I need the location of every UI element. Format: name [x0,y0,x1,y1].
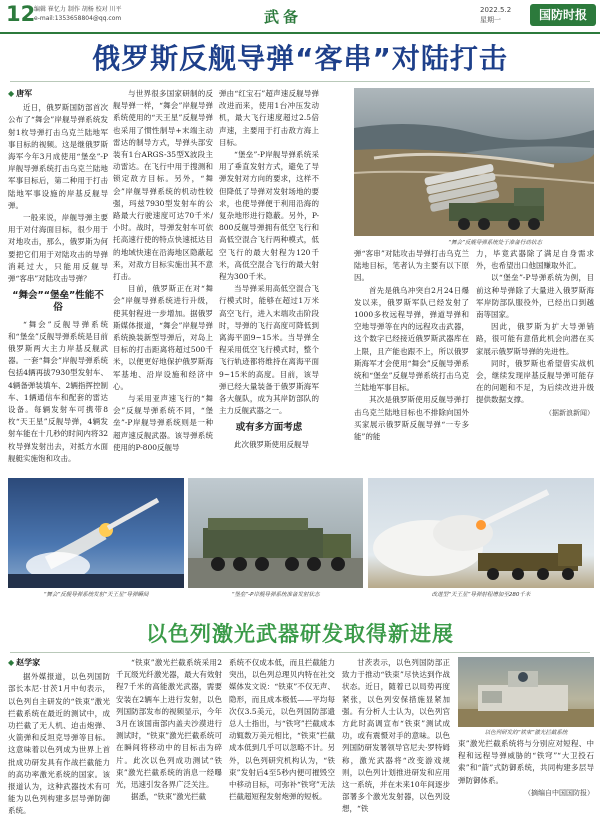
paragraph: 据悉，“铁束”激光拦截 [131,792,207,802]
article2-column-1 [8,657,110,822]
paragraph: “铁束”激光拦截系统采用2千瓦级光纤激光器，最大有效射程7千米的高能激光武器，需要安装在2辆车上进行发射，以色列国防部发布的视频显示，今年3月在该国南部内盖夫沙漠进行测试时，“铁束”激光拦截系统可在瞬间将移动中的目标击为碎片。此次以色列成功测试“铁束”激光拦截系统的消息一经曝光，迅速引发各界广泛关注。 [116,658,222,790]
paragraph: 据外媒报道，以色列国防部长本尼·甘茨1月中旬表示，以色列自主研发的“铁束”激光拦截系统在最近的测试中，成功拦截了无人机、迫击炮弹、火箭弹和反坦克导弹等目标。这意味着以色列成为世界上首批成功研发具有作战拦截能力的高功率激光系统的国家。该报道认为，这种武器技术有可能为以色列构建多层导弹防御系统。 [8,672,110,816]
missile-smoke-illustration [368,478,594,588]
missile-launcher-illustration [354,88,594,236]
article1-column-4 [354,248,469,473]
newspaper-logo: 国防时报 [530,4,596,26]
paragraph: 此次俄罗斯使用反舰导 [234,439,309,449]
photo-improved-missile [368,478,594,588]
subheading: 或有多方面考虑 [235,422,303,434]
weekday: 星期一 [480,16,501,24]
paragraph: 以“堡垒”-P导弹系统为例，目前这种导弹除了大量进入俄罗斯海军岸防部队服役外，已经出口到越南等国家。 [476,273,594,320]
paragraph: 因此，俄罗斯为扩大导弹销路，很可能有意借此机会向潜在买家展示俄罗斯导弹的先进性。 [476,322,594,356]
article2-byline: ◆ 赵学家 [8,658,41,667]
photo-missile-launch [8,478,184,588]
page-number: 12 [6,2,36,26]
paragraph: 与采用亚声速飞行的“舞会”反舰导弹系统不同，“堡垒”-P岸舰导弹系统则是一种超声速反舰武器。该导弹系统使用的P-800反舰导 [113,394,213,452]
paragraph: 近日，俄罗斯国防部首次公布了“舞会”岸舰导弹系统发射1枚导弹打击乌克兰陆地军事目标的视频。这是继俄罗斯海军今年3月成使用“堡垒”-P岸舰导弹系统打击乌克兰陆地军事目标后，第二种用于打击陆地军事设施的岸基反舰导弹。 [8,103,108,210]
photo2-caption: “舞会”反舰导弹系统发射“天王星”导弹瞬间 [43,592,149,598]
paragraph: 同时，俄罗斯也希望借实战机会，继续发现岸基反舰导弹可能存在的问题和不足，为后续改进升级提供数据支撑。 [476,358,594,405]
article2-photo-caption: 以色列研发的“铁束”激光拦截系统 [484,730,568,736]
date: 2022.5.2 [480,6,512,14]
paragraph: 与世界很多国家研制的反舰导弹一样，“舞会”岸舰导弹系统使用的“天王星”反舰导弹也采用了惯性制导+末端主动雷达的制导方式，导弹头部安装有1台ARGS-35型X波段主动雷达。在飞行中用于搜测和锁定敌方目标。另外，“舞会”岸舰导弹系统的机动性较强，玛兹7930型发射车的公路最大行驶速度可达70千米/小时。战时，导弹发射车可依托高速行使的特点快速抵达目的地域快速在沿海地区隐蔽起来，对敌方目标实施出其不意打击。 [113,89,213,282]
article1-column-2 [113,88,213,473]
photo-iron-beam [458,657,594,727]
article2-column-4 [342,657,450,822]
article1-column-3 [219,88,319,473]
article2-source: （摘编自中国国防报） [524,788,594,797]
photo3-caption: “堡垒”-P岸舰导弹系统准备发射状态 [231,592,320,598]
article2-column-3 [229,657,335,822]
subheading: “舞会”“堡垒”性能不俗 [12,290,104,314]
paragraph: 束”激光拦截系统将与分别应对短程、中程和远程导弹威胁的“铁穹”“大卫投石索”和“箭”式防御系统，共同构建多层导弹防御体系。 [458,739,594,785]
paragraph: 目前，俄罗斯正在对“舞会”岸舰导弹系统进行升级，使其射程进一步增加。据俄罗斯媒体报道，“舞会”岸舰导弹系统换装新型导弹后，对岛上目标的打击距离将超过500千米，以便更好地保护俄罗斯海军基地、沿岸设施和经济中心。 [113,284,213,391]
header-credits [34,5,122,23]
paragraph: 甘茨表示，以色列国防部正致力于推动“铁束”尽快达到作战状态。近日，随着已以局势再度紧张，以色列安保措施显紧加强。有分析人士认为，以色列官方此时高调宣布“铁束”测试成功，或有震慑对手的意味。以色列国防研发署领导官尼夫·罗特姆称，激光武器将“改变游戏规则，以色列计划推进研发和应用这一系统，并在未来10年间逐步部署多个激光发射器，以色列设想，“铁 [342,658,450,814]
paragraph: “舞会”反舰导弹系统和“堡垒”反舰导弹系统是目前俄罗斯两大主力岸基反舰武器。一套“舞会”岸舰导弹系统包括4辆再拔7930型发射车、4辆备弹装填车、2辆指挥控制车、1辆通信车和配套的雷达设备。每辆发射车可携带8枚“天王星”反舰导弹，4辆发射车能在十几秒的时间内将32枚导弹发射出去，对抵方水面舰艇实施饱和攻击。 [8,319,108,463]
section-title: 武备 [264,8,303,26]
issue-date [480,5,511,25]
launcher-truck-illustration [188,478,363,588]
paragraph: 首先是俄乌冲突自2月24日爆发以来，俄罗斯军队已经发射了1000多枚远程导弹，弹道导弹和空地导弹等在内的远程攻击武器，这个数字已经接近俄罗斯武器库在上限，且产能也跟不上，所以俄罗斯海军才会使用“舞会”反舰导弹系统和“堡垒”反舰导弹系统打击乌克兰陆地军事目标。 [354,285,469,393]
paragraph: 弹“客串”对陆攻击导弹打击乌克兰陆地目标，笔者认为主要有以下原因。 [354,249,469,283]
article1-column-1 [8,88,108,473]
photo4-caption: 改进型“天王星”导弹射程增加至280千米 [431,592,531,598]
divider [10,81,590,82]
divider [10,652,590,653]
laser-system-illustration [458,657,594,727]
article2-column-5 [458,738,594,824]
paragraph: “堡垒”-P岸舰导弹系统采用了垂直发射方式，避免了导弹发射对方向的要求，这样不但降低了导弹对发射场地的要求，也使导弹便于利用沿海的复杂地形进行隐蔽。另外，P-800反舰导弹拥有低空飞行和高低空混合飞行两种模式，低空飞行的最大射程为120千米，高低空混合飞行的最大射程为300千米。 [219,150,319,282]
article1-column-5 [476,248,594,473]
missile-launch-illustration [8,478,184,588]
photo1-caption: “舞会”反舰导弹系统处于准备行动状态 [448,240,542,246]
paragraph: 弹由“红宝石”超声速反舰导弹改进而来，使用1台冲压发动机，最大飞行速度超过2.5倍声速，主要用于打击敌方海上目标。 [219,89,319,147]
page-header [0,0,600,34]
email-line: e-mail:1353658804@qq.com [34,15,122,22]
article2-column-2 [116,657,222,822]
article1-source: （据新浪新闻） [545,408,594,417]
photo-launcher-coast [354,88,594,236]
article1-headline: 俄罗斯反舰导弹“客串”对陆打击 [92,42,508,75]
article1-byline: ◆ 唐军 [8,89,33,98]
editor-line: 编辑 崔忆力 制作 胡杨 校对 川平 [34,6,122,13]
paragraph: 系统不仅成本低，而且拦截能力突出，以色列总理贝内特在社交媒体发文说：“铁束”不仅无声、隐形，而且成本极低——平均每次仅3.5美元，以色列国防部遗总人士指出，与“铁穹”拦截成本动辄数万美元相比，“铁束”拦截成本低到几乎可以忽略不计。另外，以色列研究机构认为，“铁束”发射后4至5秒内便可摧毁空中移动目标，可弥补“铁穹”无法拦截超短程发射炮弹的短板。 [229,658,335,802]
photo-bastion-launcher [188,478,363,588]
paragraph: 一般来说，岸舰导弹主要用于对付海面目标，很少用于对地攻击，那么，俄罗斯为何要把它们用于对陆攻击的导弹消耗过大，只能用反舰导弹“客串”对陆攻击导弹？ [8,213,108,284]
paragraph: 力，毕竟武器除了满足自身需求外，也希望出口他国赚取外汇。 [476,249,594,271]
paragraph: 其次是俄罗斯使用反舰导弹打击乌克兰陆地目标也不排除向国外买家展示俄罗斯反舰导弹“一专多能”的能 [354,395,469,442]
paragraph: 当导弹采用高低空混合飞行模式时，能够在超过1万米高空飞行，进入末端攻击阶段时，导弹的飞行高度可降低到离海平面9~15米。当导弹全程采用低空飞行模式时，整个飞行轨迹都将维持在离海平面9~15米的高度。目前，该导弹已经大量装备于俄罗斯海军各大舰队，成为其岸防部队的主力反舰武器之一。 [219,284,319,416]
article2-headline: 以色列激光武器研发取得新进展 [146,622,454,646]
